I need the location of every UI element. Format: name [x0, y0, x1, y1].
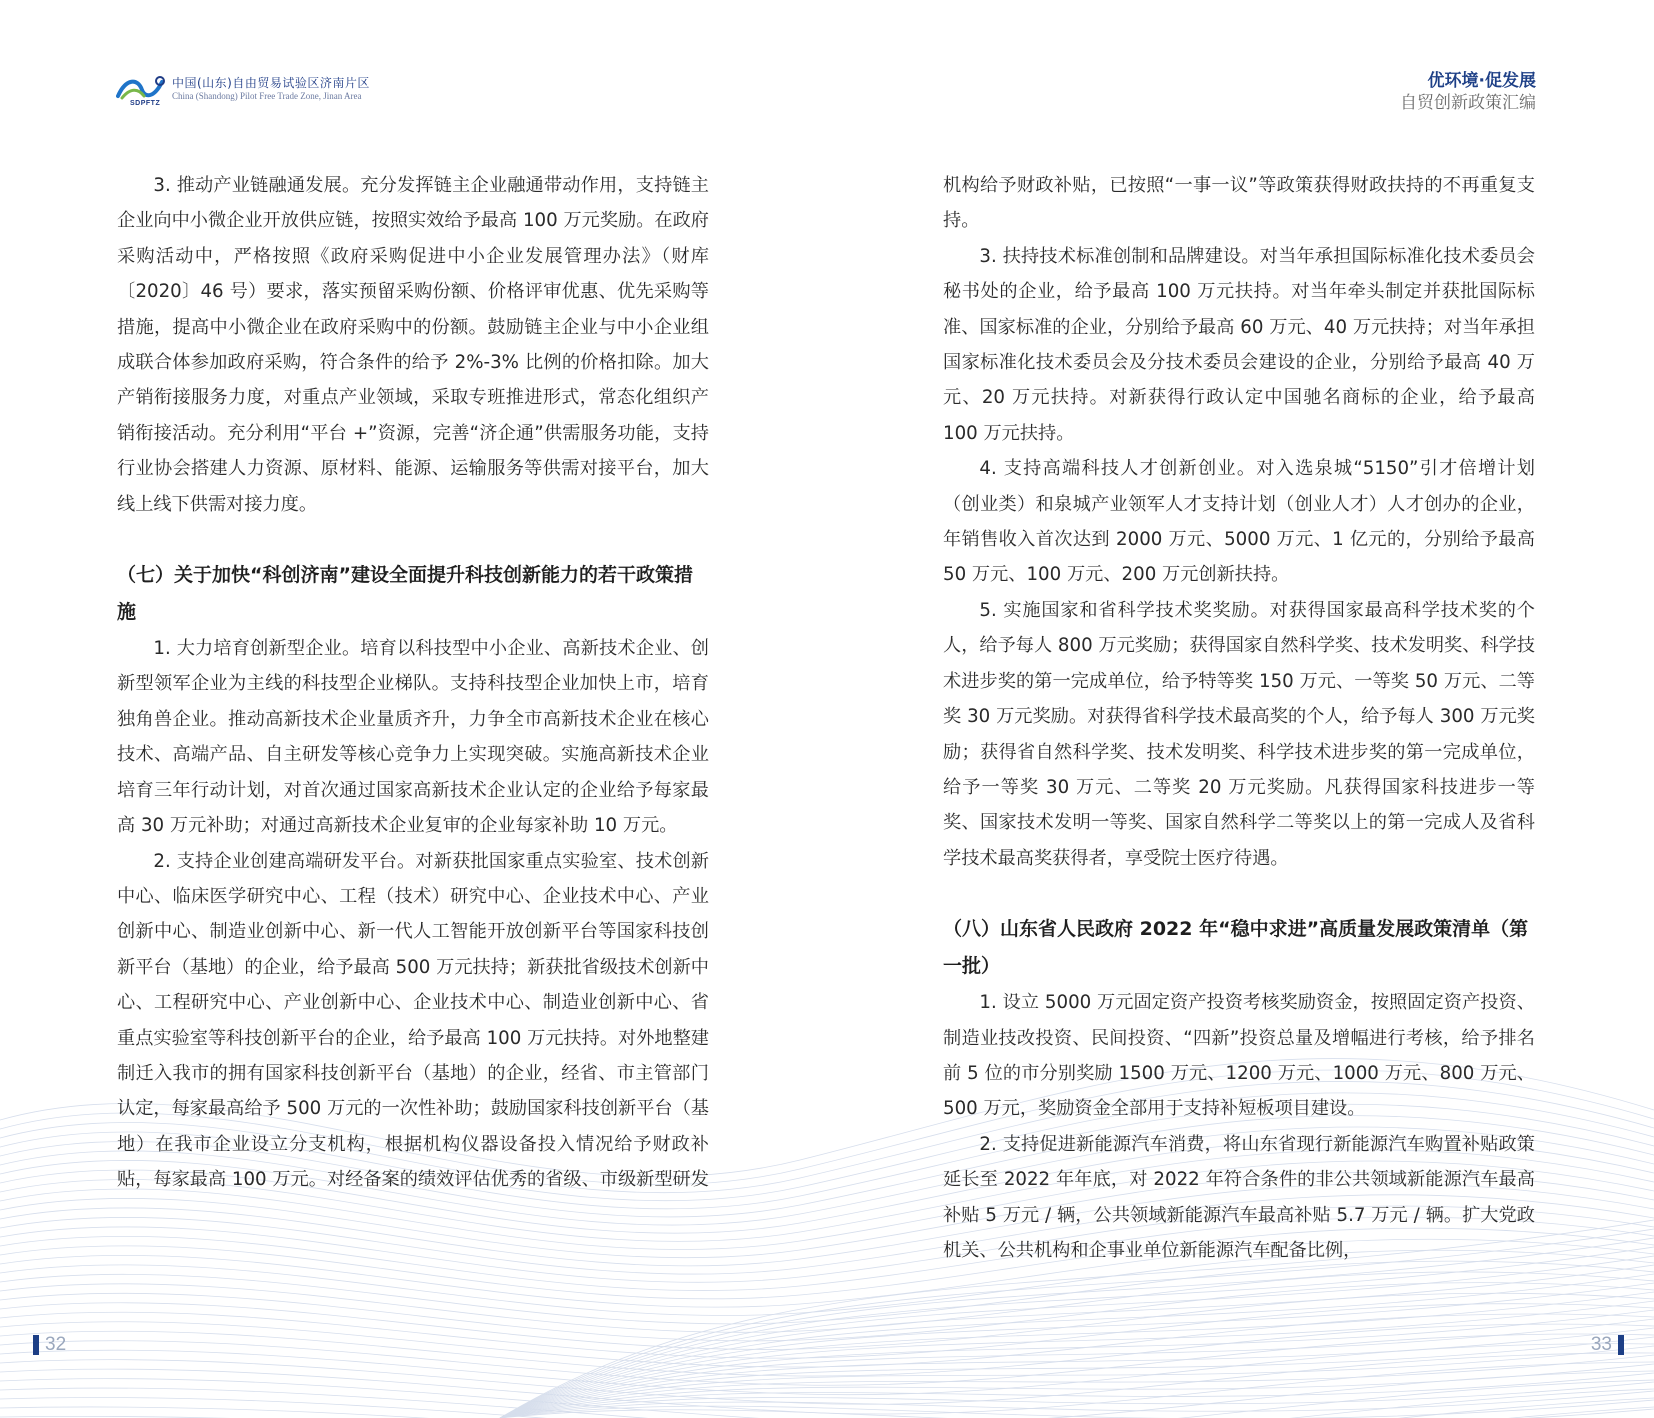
header-slogan: 优环境·促发展 — [1427, 71, 1536, 91]
section-heading-8: （八）山东省人民政府 2022 年“稳中求进”高质量发展政策清单（第一批） — [943, 918, 1529, 978]
header-subtitle: 自贸创新政策汇编 — [1400, 93, 1536, 113]
paragraph: 3. 推动产业链融通发展。充分发挥链主企业融通带动作用，支持链主企业向中小微企业开放供应链，按照实效给予最高 100 万元奖励。在政府采购活动中，严格按照《政府采购促进中小企业发展管理办法》（财库〔2020〕46 号）要求，落实预留采购份额、价格评审优惠、优先采购等措施，提高中小微企业在政府采购中的份额。鼓励链主企业与中小企业组成联合体参加政府采购，符合条件的给予 2%-3% 比例的价格扣除。加大产销衔接服务力度，对重点产业领域，采取专班推进形式，常态化组织产销衔接活动。充分利用“平台 +”资源，完善“济企通”供需服务功能，支持行业协会搭建人力资源、原材料、能源、运输服务等供需对接平台，加大线上线下供需对接力度。 — [117, 175, 709, 515]
paragraph: 1. 大力培育创新型企业。培育以科技型中小企业、高新技术企业、创新型领军企业为主线的科技型企业梯队。支持科技型企业加快上市，培育独角兽企业。推动高新技术企业量质齐升，力争全市高新技术企业在核心技术、高端产品、自主研发等核心竞争力上实现突破。实施高新技术企业培育三年行动计划，对首次通过国家高新技术企业认定的企业给予每家最高 30 万元补助；对通过高新技术企业复审的企业每家补助 10 万元。 — [117, 638, 709, 837]
paragraph: 2. 支持企业创建高端研发平台。对新获批国家重点实验室、技术创新中心、临床医学研究中心、工程（技术）研究中心、企业技术中心、产业创新中心、制造业创新中心、新一代人工智能开放创新平台等国家科技创新平台（基地）的企业，给予最高 500 万元扶持；新获批省级技术创新中心、工程研究中心、产业创新中心、企业技术中心、制造业创新中心、省重点实验室等科技创新平台的企业，给予最高 100 万元扶持。对外地整建制迁入我市的拥有国家科技创新平台（基地）的企业，经省、市主管部门认定，每家最高给予 500 万元的一次性补助；鼓励国家科技创新平台（基地）在我市企业设立分支机构，根据机构仪器设备投入情况给予财政补贴，每家最高 100 万元。对经备案的绩效评估优秀的省级、市级新型研发 — [117, 850, 709, 1191]
page-marker-bar — [33, 1335, 39, 1355]
logo-english-name: China (Shandong) Pilot Free Trade Zone, Jinan Area — [172, 91, 362, 101]
logo-chinese-name: 中国(山东)自由贸易试验区济南片区 — [172, 76, 370, 90]
logo-block — [116, 74, 370, 107]
paragraph: 机构给予财政补贴，已按照“一事一议”等政策获得财政扶持的不再重复支持。 — [943, 175, 1535, 232]
paragraph: 2. 支持促进新能源汽车消费，将山东省现行新能源汽车购置补贴政策延长至 2022 年年底，对 2022 年符合条件的非公共领域新能源汽车最高补贴 5 万元 / 辆，公共领域新能源汽车最高补贴 5.7 万元 / 辆。扩大党政机关、公共机构和企事业单位新能源汽车配备比例， — [943, 1133, 1535, 1261]
right-page-column — [943, 168, 1535, 1268]
page-number-text: 33 — [1590, 1334, 1612, 1355]
page-number-right — [1591, 1334, 1624, 1356]
left-page-column — [117, 168, 709, 1198]
paragraph: 5. 实施国家和省科学技术奖奖励。对获得国家最高科学技术奖的个人，给予每人 800 万元奖励；获得国家自然科学奖、技术发明奖、科学技术进步奖的第一完成单位，给予特等奖 150 万元、一等奖 50 万元、二等奖 30 万元奖励。对获得省科学技术最高奖的个人，给予每人 300 万元奖励；获得省自然科学奖、技术发明奖、科学技术进步奖的第一完成单位，给予一等奖 30 万元、二等奖 20 万元奖励。凡获得国家科技进步一等奖、国家技术发明一等奖、国家自然科学二等奖以上的第一完成人及省科学技术最高奖获得者，享受院士医疗待遇。 — [943, 599, 1535, 869]
page-header-right — [1400, 70, 1536, 114]
page-marker-bar — [1618, 1335, 1624, 1355]
page-number-left — [33, 1334, 66, 1356]
paragraph: 3. 扶持技术标准创制和品牌建设。对当年承担国际标准化技术委员会秘书处的企业，给予最高 100 万元扶持。对当年牵头制定并获批国际标准、国家标准的企业，分别给予最高 60 万元、40 万元扶持；对当年承担国家标准化技术委员会及分技术委员会建设的企业，分别给予最高 40 万元、20 万元扶持。对新获得行政认定中国驰名商标的企业，给予最高 100 万元扶持。 — [943, 245, 1535, 444]
paragraph: 1. 设立 5000 万元固定资产投资考核奖励资金，按照固定资产投资、制造业技改投资、民间投资、“四新”投资总量及增幅进行考核，给予排名前 5 位的市分别奖励 1500 万元、1200 万元、1000 万元、800 万元、500 万元，奖励资金全部用于支持补短板项目建设。 — [943, 992, 1535, 1120]
page-number-text: 32 — [45, 1334, 67, 1355]
logo-abbreviation: SDPFTZ — [130, 100, 161, 107]
section-heading-7: （七）关于加快“科创济南”建设全面提升科技创新能力的若干政策措施 — [117, 564, 693, 624]
paragraph: 4. 支持高端科技人才创新创业。对入选泉城“5150”引才倍增计划（创业类）和泉城产业领军人才支持计划（创业人才）人才创办的企业，年销售收入首次达到 2000 万元、5000 万元、1 亿元的，分别给予最高 50 万元、100 万元、200 万元创新扶持。 — [943, 458, 1535, 586]
